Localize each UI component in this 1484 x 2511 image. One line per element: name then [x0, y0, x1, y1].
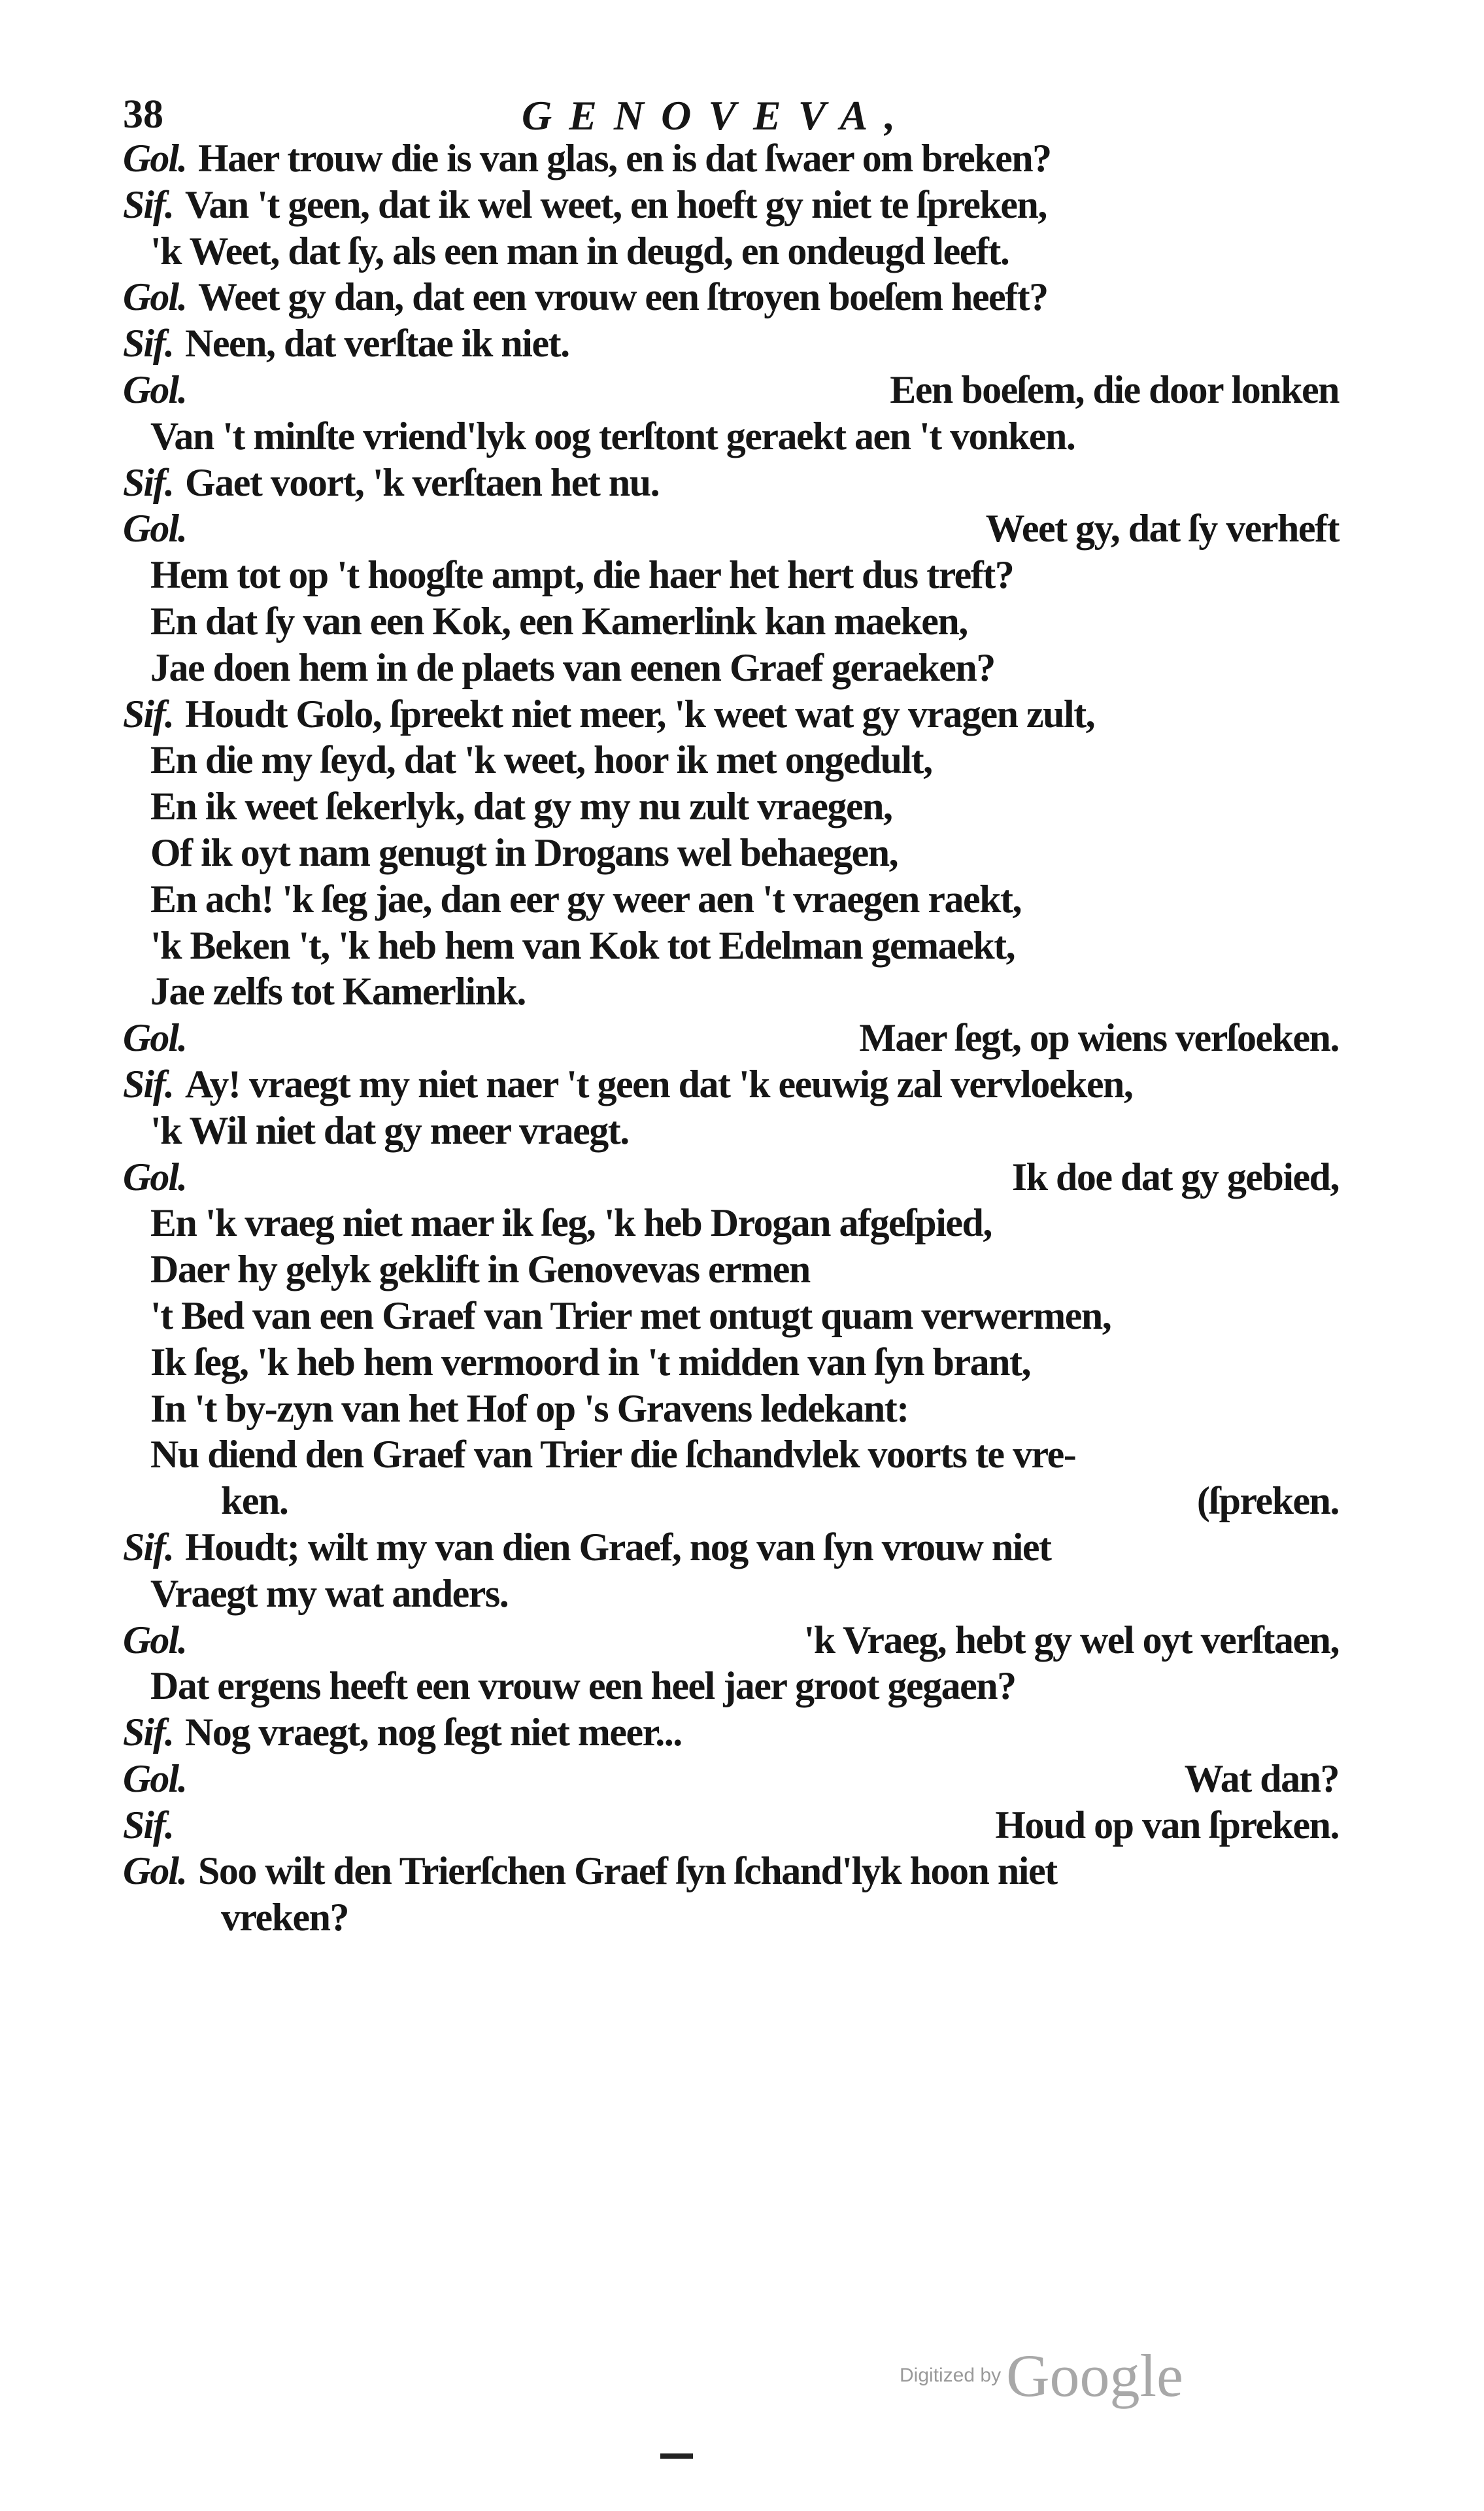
verse-line: [123, 645, 1339, 691]
verse-text: Of ik oyt nam genugt in Drogans wel behaegen,: [150, 830, 898, 874]
verse-line: [123, 1339, 1339, 1386]
verse-text: Gaet voort, 'k verſtaen het nu.: [185, 460, 660, 504]
verse-text: En dat ſy van een Kok, een Kamerlink kan maeken,: [150, 599, 968, 643]
verse-text: In 't by-zyn van het Hof op 's Gravens ledekant:: [150, 1386, 909, 1430]
verse-text: Nu diend den Graef van Trier die ſchandvlek voorts te vre-: [150, 1433, 1076, 1477]
verse-line: [123, 1246, 1339, 1293]
verse-line: [123, 923, 1339, 969]
digitized-by-label: Digitized by: [900, 2365, 1002, 2386]
verse-line: [123, 1108, 1339, 1154]
speaker-label: Sif.: [123, 1803, 174, 1847]
verse-line: [123, 1293, 1339, 1339]
speaker-label: Gol.: [123, 275, 186, 319]
google-logo: Google: [1006, 2342, 1183, 2409]
verse-text-right: Houd op van ſpreken.: [995, 1803, 1339, 1847]
verse-line: [123, 505, 1339, 552]
speaker-label: Sif.: [123, 182, 174, 226]
verse-line: [123, 691, 1339, 738]
verse-text-right: Een boeſem, die door lonken: [890, 367, 1339, 411]
verse-text-right: Maer ſegt, op wiens verſoeken.: [859, 1016, 1339, 1060]
verse-text: 'k Weet, dat ſy, als een man in deugd, en ondeugd leeft.: [150, 229, 1009, 273]
verse-text-right: (ſpreken.: [1196, 1479, 1339, 1523]
verse-text: Houdt; wilt my van dien Graef, nog van ſyn vrouw niet: [185, 1525, 1051, 1569]
verse-line: [123, 1756, 1339, 1802]
verse-line: [123, 1431, 1339, 1478]
verse-line: [123, 1617, 1339, 1664]
google-watermark: [900, 2341, 1183, 2410]
verse-text: Daer hy gelyk geklift in Genovevas ermen: [150, 1248, 810, 1291]
speaker-label: Sif.: [123, 1062, 174, 1106]
verse-line: [123, 1200, 1339, 1246]
verse-text: Van 't geen, dat ik wel weet, en hoeft gy niet te ſpreken,: [185, 182, 1047, 226]
play-text: [123, 135, 1339, 1941]
verse-text: Vraegt my wat anders.: [150, 1571, 509, 1615]
verse-text: Soo wilt den Trierſchen Graef ſyn ſchand'lyk hoon niet: [198, 1849, 1057, 1893]
verse-line: [123, 830, 1339, 876]
verse-line: [123, 1478, 1339, 1524]
verse-text: Jae doen hem in de plaets van eenen Graef geraeken?: [150, 645, 995, 689]
footer-rule: [660, 2453, 693, 2459]
speaker-label: Gol.: [123, 1016, 186, 1060]
verse-text: Neen, dat verſtae ik niet.: [185, 322, 569, 366]
speaker-label: Gol.: [123, 1155, 186, 1199]
verse-line: [123, 1061, 1339, 1108]
verse-text: Ay! vraegt my niet naer 't geen dat 'k eeuwig zal vervloeken,: [185, 1062, 1133, 1106]
verse-line: [123, 413, 1339, 460]
verse-line: [123, 1386, 1339, 1432]
verse-text: En 'k vraeg niet maer ik ſeg, 'k heb Drogan afgeſpied,: [150, 1201, 992, 1245]
verse-text: Houdt Golo, ſpreekt niet meer, 'k weet wat gy vragen zult,: [185, 692, 1095, 736]
verse-line: [123, 182, 1339, 228]
verse-text: Nog vraegt, nog ſegt niet meer...: [185, 1711, 682, 1754]
page-number: 38: [123, 92, 163, 137]
verse-line: [123, 135, 1339, 182]
verse-text: 'k Wil niet dat gy meer vraegt.: [150, 1108, 629, 1152]
verse-text: Ik ſeg, 'k heb hem vermoord in 't midden van ſyn brant,: [150, 1340, 1030, 1384]
speaker-label: Sif.: [123, 1525, 174, 1569]
verse-line: [123, 320, 1339, 367]
speaker-label: Sif.: [123, 1711, 174, 1754]
speaker-label: Gol.: [123, 1618, 186, 1662]
verse-line: [123, 274, 1339, 320]
verse-text: En ach! 'k ſeg jae, dan eer gy weer aen 't vraegen raekt,: [150, 877, 1022, 921]
speaker-label: Gol.: [123, 137, 186, 180]
speaker-label: Sif.: [123, 692, 174, 736]
verse-line: [123, 1571, 1339, 1617]
verse-text: Jae zelfs tot Kamerlink.: [150, 970, 526, 1014]
verse-line: [123, 598, 1339, 645]
verse-text-right: 'k Vraeg, hebt gy wel oyt verſtaen,: [803, 1618, 1339, 1662]
verse-text: En ik weet ſekerlyk, dat gy my nu zult vraegen,: [150, 785, 892, 828]
verse-text: vreken?: [221, 1896, 349, 1939]
verse-text: En die my ſeyd, dat 'k weet, hoor ik met ongedult,: [150, 738, 932, 782]
speaker-label: Sif.: [123, 322, 174, 366]
verse-text: Van 't minſte vriend'lyk oog terſtont geraekt aen 't vonken.: [150, 414, 1075, 458]
verse-text-right: Ik doe dat gy gebied,: [1011, 1155, 1339, 1199]
speaker-label: Gol.: [123, 367, 186, 411]
verse-text: 'k Beken 't, 'k heb hem van Kok tot Edelman gemaekt,: [150, 923, 1015, 967]
running-title: GENOVEVA,: [522, 92, 913, 139]
verse-text: Weet gy dan, dat een vrouw een ſtroyen boeſem heeft?: [198, 275, 1048, 319]
verse-line: [123, 1848, 1339, 1894]
verse-line: [123, 783, 1339, 830]
verse-text: Dat ergens heeft een vrouw een heel jaer groot gegaen?: [150, 1664, 1016, 1708]
verse-line: [123, 737, 1339, 783]
verse-line: [123, 1709, 1339, 1756]
verse-line: [123, 1154, 1339, 1201]
verse-text: Hem tot op 't hoogſte ampt, die haer het hert dus treft?: [150, 553, 1014, 597]
verse-line: [123, 1524, 1339, 1571]
speaker-label: Gol.: [123, 507, 186, 551]
verse-line: [123, 460, 1339, 506]
verse-line: [123, 1015, 1339, 1061]
verse-text: ken.: [221, 1479, 288, 1523]
verse-line: [123, 1894, 1339, 1941]
verse-text: 't Bed van een Graef van Trier met ontugt quam verwermen,: [150, 1293, 1111, 1337]
verse-line: [123, 367, 1339, 413]
verse-text-right: Weet gy, dat ſy verheft: [985, 507, 1339, 551]
verse-line: [123, 1802, 1339, 1849]
verse-text: Haer trouw die is van glas, en is dat ſwaer om breken?: [198, 137, 1051, 180]
speaker-label: Gol.: [123, 1756, 186, 1800]
verse-line: [123, 968, 1339, 1015]
verse-line: [123, 876, 1339, 923]
verse-line: [123, 552, 1339, 598]
speaker-label: Gol.: [123, 1849, 186, 1893]
verse-line: [123, 1663, 1339, 1709]
verse-line: [123, 228, 1339, 275]
speaker-label: Sif.: [123, 460, 174, 504]
verse-text-right: Wat dan?: [1184, 1756, 1339, 1800]
